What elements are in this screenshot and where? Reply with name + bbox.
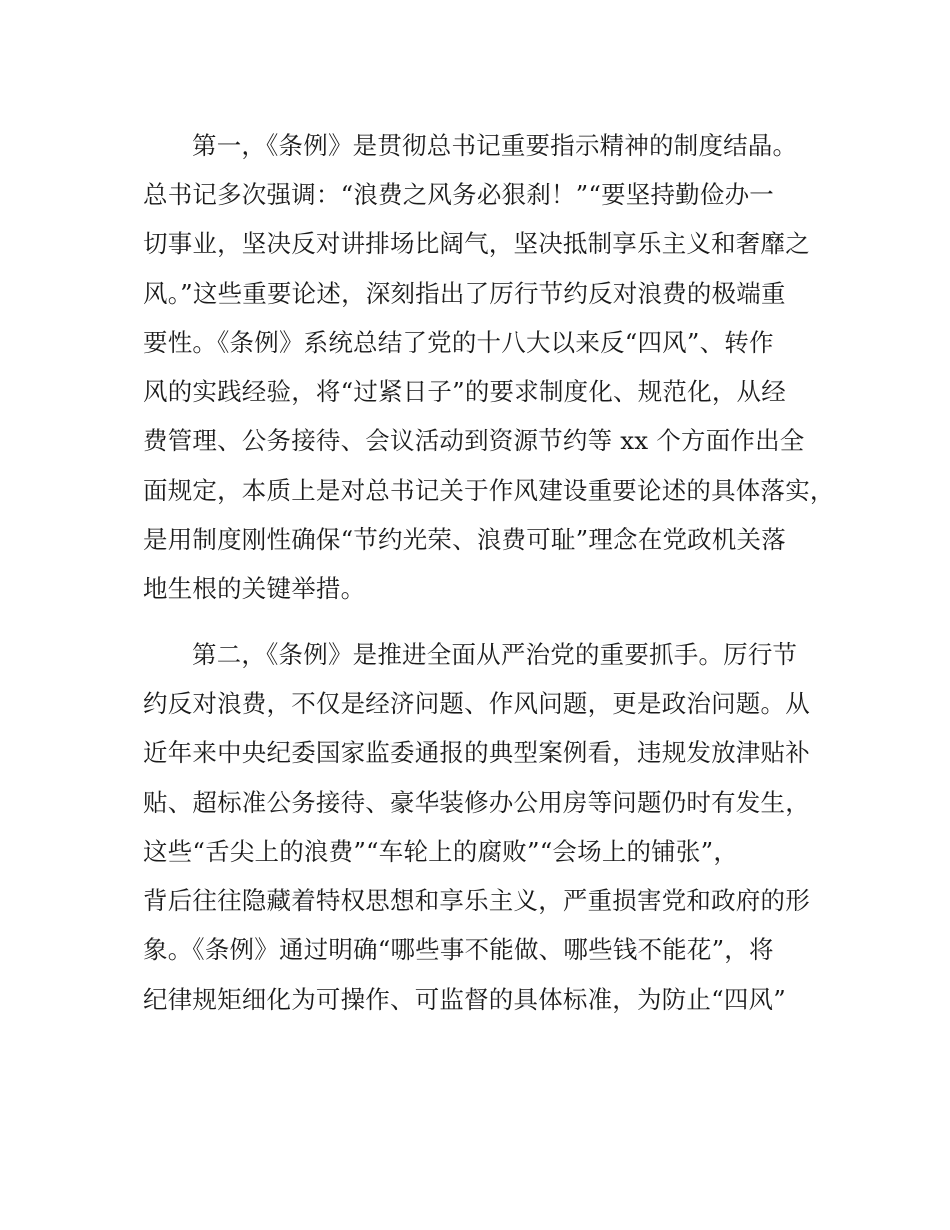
paragraph-2-line-8: 纪律规矩细化为可操作、可监督的具体标准，为防止“四风” xyxy=(143,985,786,1014)
paragraph-2-line-3: 近年来中央纪委国家监委通报的典型案例看，违规发放津贴补 xyxy=(143,738,810,767)
paragraph-1-line-3: 切事业，坚决反对讲排场比阔气，坚决抵制享乐主义和奢靡之 xyxy=(143,229,810,258)
paragraph-1-line-10: 地生根的关键举措。 xyxy=(143,574,366,603)
paragraph-1-line-7: 费管理、公务接待、会议活动到资源节约等 xx 个方面作出全 xyxy=(143,426,805,455)
paragraph-2-line-1: 第二，《条例》是推进全面从严治党的重要抓手。厉行节 xyxy=(192,640,798,669)
paragraph-1-line-9: 是用制度刚性确保“节约光荣、浪费可耻”理念在党政机关落 xyxy=(143,525,786,554)
paragraph-1-line-4: 风。”这些重要论述，深刻指出了厉行节约反对浪费的极端重 xyxy=(143,279,786,308)
paragraph-2-line-7: 象。《条例》通过明确“哪些事不能做、哪些钱不能花”，将 xyxy=(143,935,774,964)
paragraph-2-line-2: 约反对浪费，不仅是经济问题、作风问题，更是政治问题。从 xyxy=(143,689,810,718)
paragraph-1-line-2: 总书记多次强调：“浪费之风务必狠刹！”“要坚持勤俭办一 xyxy=(143,180,774,209)
paragraph-2-line-4: 贴、超标准公务接待、豪华装修办公用房等问题仍时有发生， xyxy=(143,788,810,817)
paragraph-2-line-6: 背后往往隐藏着特权思想和享乐主义，严重损害党和政府的形 xyxy=(143,886,810,915)
paragraph-1-line-6: 风的实践经验，将“过紧日子”的要求制度化、规范化，从经 xyxy=(143,377,786,406)
paragraph-1-line-5: 要性。《条例》系统总结了党的十八大以来反“四风”、转作 xyxy=(143,328,774,357)
paragraph-1-line-1: 第一，《条例》是贯彻总书记重要指示精神的制度结晶。 xyxy=(192,131,798,160)
paragraph-1-line-8: 面规定，本质上是对总书记关于作风建设重要论述的具体落实， xyxy=(143,476,835,505)
paragraph-2-line-5: 这些“舌尖上的浪费”“车轮上的腐败”“会场上的铺张”， xyxy=(143,837,739,866)
